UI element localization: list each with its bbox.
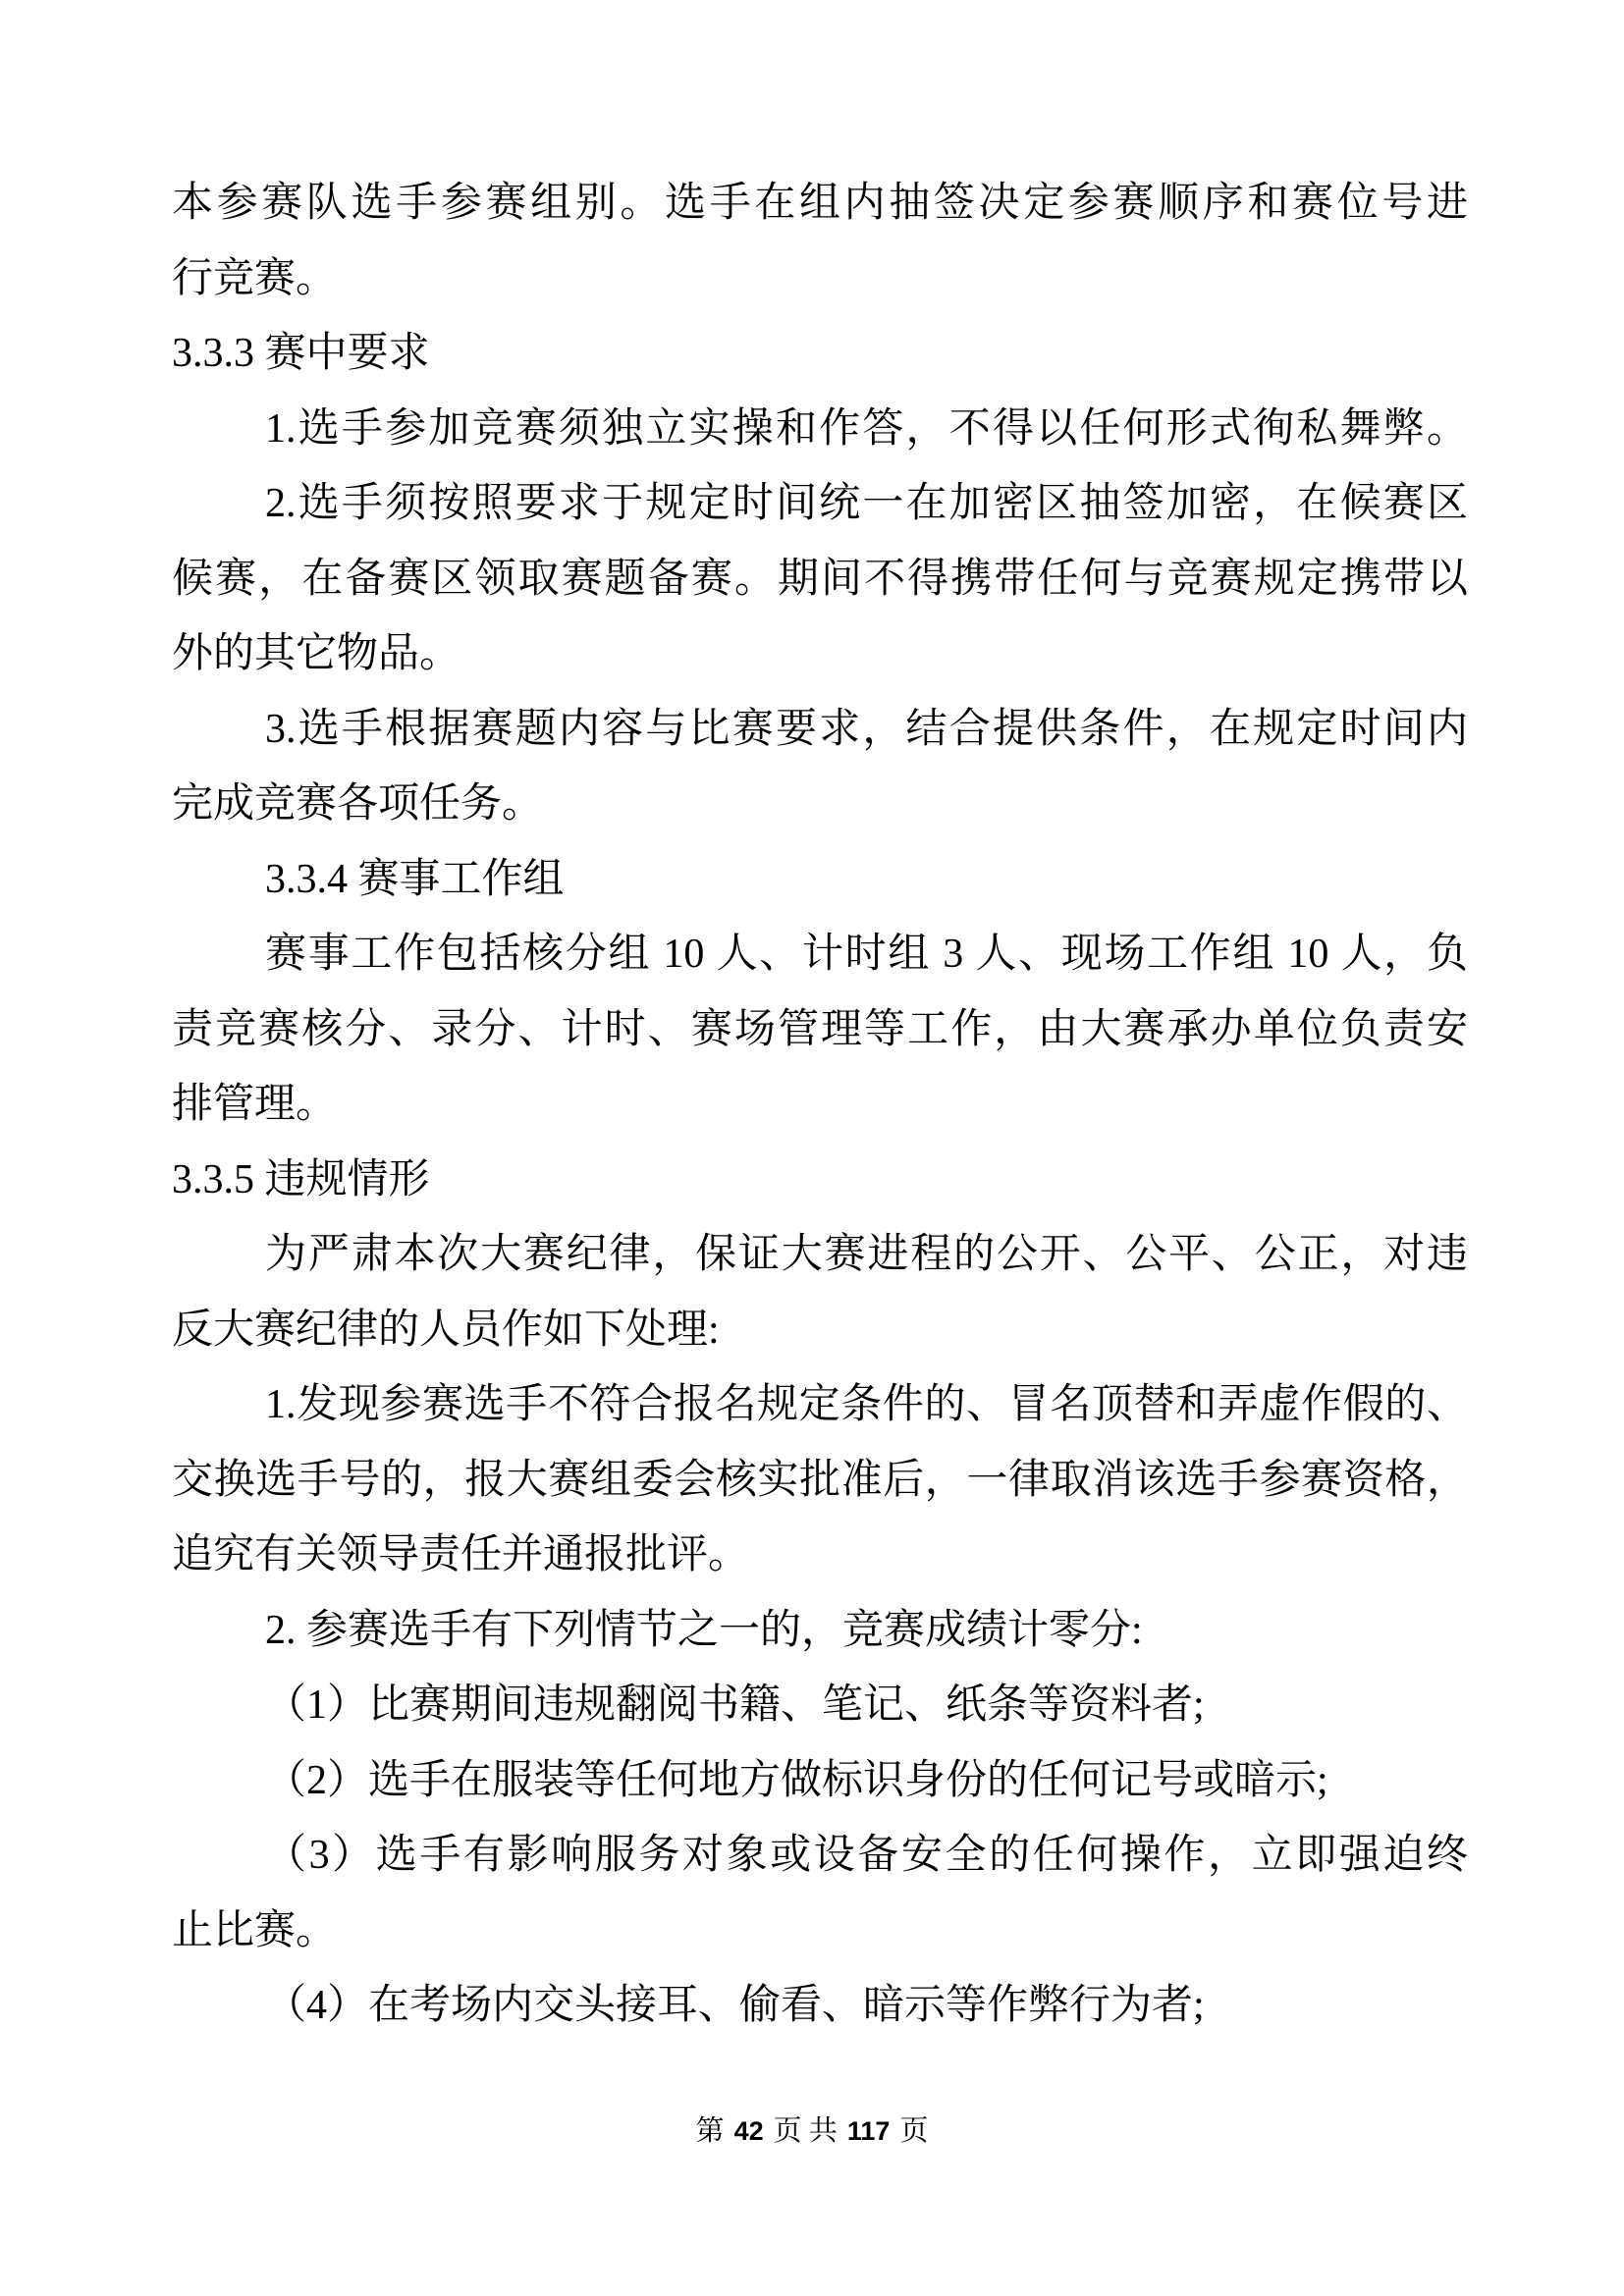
text-line: 外的其它物品。: [172, 631, 461, 676]
text-line: 3.选手根据赛题内容与比赛要求，结合提供条件，在规定时间内: [265, 706, 1468, 752]
text-line: 为严肃本次大赛纪律，保证大赛进程的公开、公平、公正，对违: [265, 1232, 1468, 1277]
total-pages: 117: [846, 2116, 891, 2146]
text-line: 排管理。: [172, 1082, 338, 1127]
text-line: 赛事工作包括核分组 10 人、计时组 3 人、现场工作组 10 人，负: [265, 932, 1468, 977]
footer-label-di: 第: [695, 2115, 725, 2147]
text-line: 交换选手号的，报大赛组委会核实批准后，一律取消该选手参赛资格，: [172, 1457, 1468, 1503]
page-number: 42: [733, 2116, 764, 2146]
text-line: 止比赛。: [172, 1907, 338, 1953]
list-item-line: （3）选手有影响服务对象或设备安全的任何操作，立即强迫终: [265, 1833, 1468, 1878]
text-line: 候赛，在备赛区领取赛题备赛。期间不得携带任何与竞赛规定携带以: [172, 556, 1468, 602]
section-heading: 3.3.3 赛中要求: [172, 331, 430, 376]
footer-label-ye: 页: [899, 2115, 929, 2147]
text-line: 本参赛队选手参赛组别。选手在组内抽签决定参赛顺序和赛位号进: [172, 181, 1468, 226]
text-line: 追究有关领导责任并通报批评。: [172, 1532, 750, 1577]
section-heading: 3.3.5 违规情形: [172, 1156, 430, 1202]
text-line: 1.选手参加竞赛须独立实操和作答，不得以任何形式徇私舞弊。: [265, 405, 1468, 452]
list-item-line: （2）选手在服装等任何地方做标识身份的任何记号或暗示;: [265, 1757, 1328, 1803]
list-item-line: （1）比赛期间违规翻阅书籍、笔记、纸条等资料者;: [265, 1682, 1205, 1728]
text-line: 2. 参赛选手有下列情节之一的，竞赛成绩计零分:: [265, 1607, 1143, 1653]
text-line: 完成竞赛各项任务。: [172, 781, 544, 827]
footer-label-ye-gong: 页 共: [773, 2115, 838, 2147]
text-line: 2.选手须按照要求于规定时间统一在加密区抽签加密，在候赛区: [265, 481, 1468, 526]
text-line: 责竞赛核分、录分、计时、赛场管理等工作，由大赛承办单位负责安: [172, 1006, 1468, 1052]
text-line: 1.发现参赛选手不符合报名规定条件的、冒名顶替和弄虚作假的、: [265, 1382, 1468, 1427]
text-line: 行竞赛。: [172, 255, 338, 301]
text-line: 反大赛纪律的人员作如下处理:: [172, 1307, 720, 1353]
page-footer: [0, 2109, 1624, 2154]
list-item-line: （4）在考场内交头接耳、偷看、暗示等作弊行为者;: [265, 1983, 1205, 2028]
section-heading: 3.3.4 赛事工作组: [265, 856, 565, 902]
document-page: [172, 166, 1468, 2044]
